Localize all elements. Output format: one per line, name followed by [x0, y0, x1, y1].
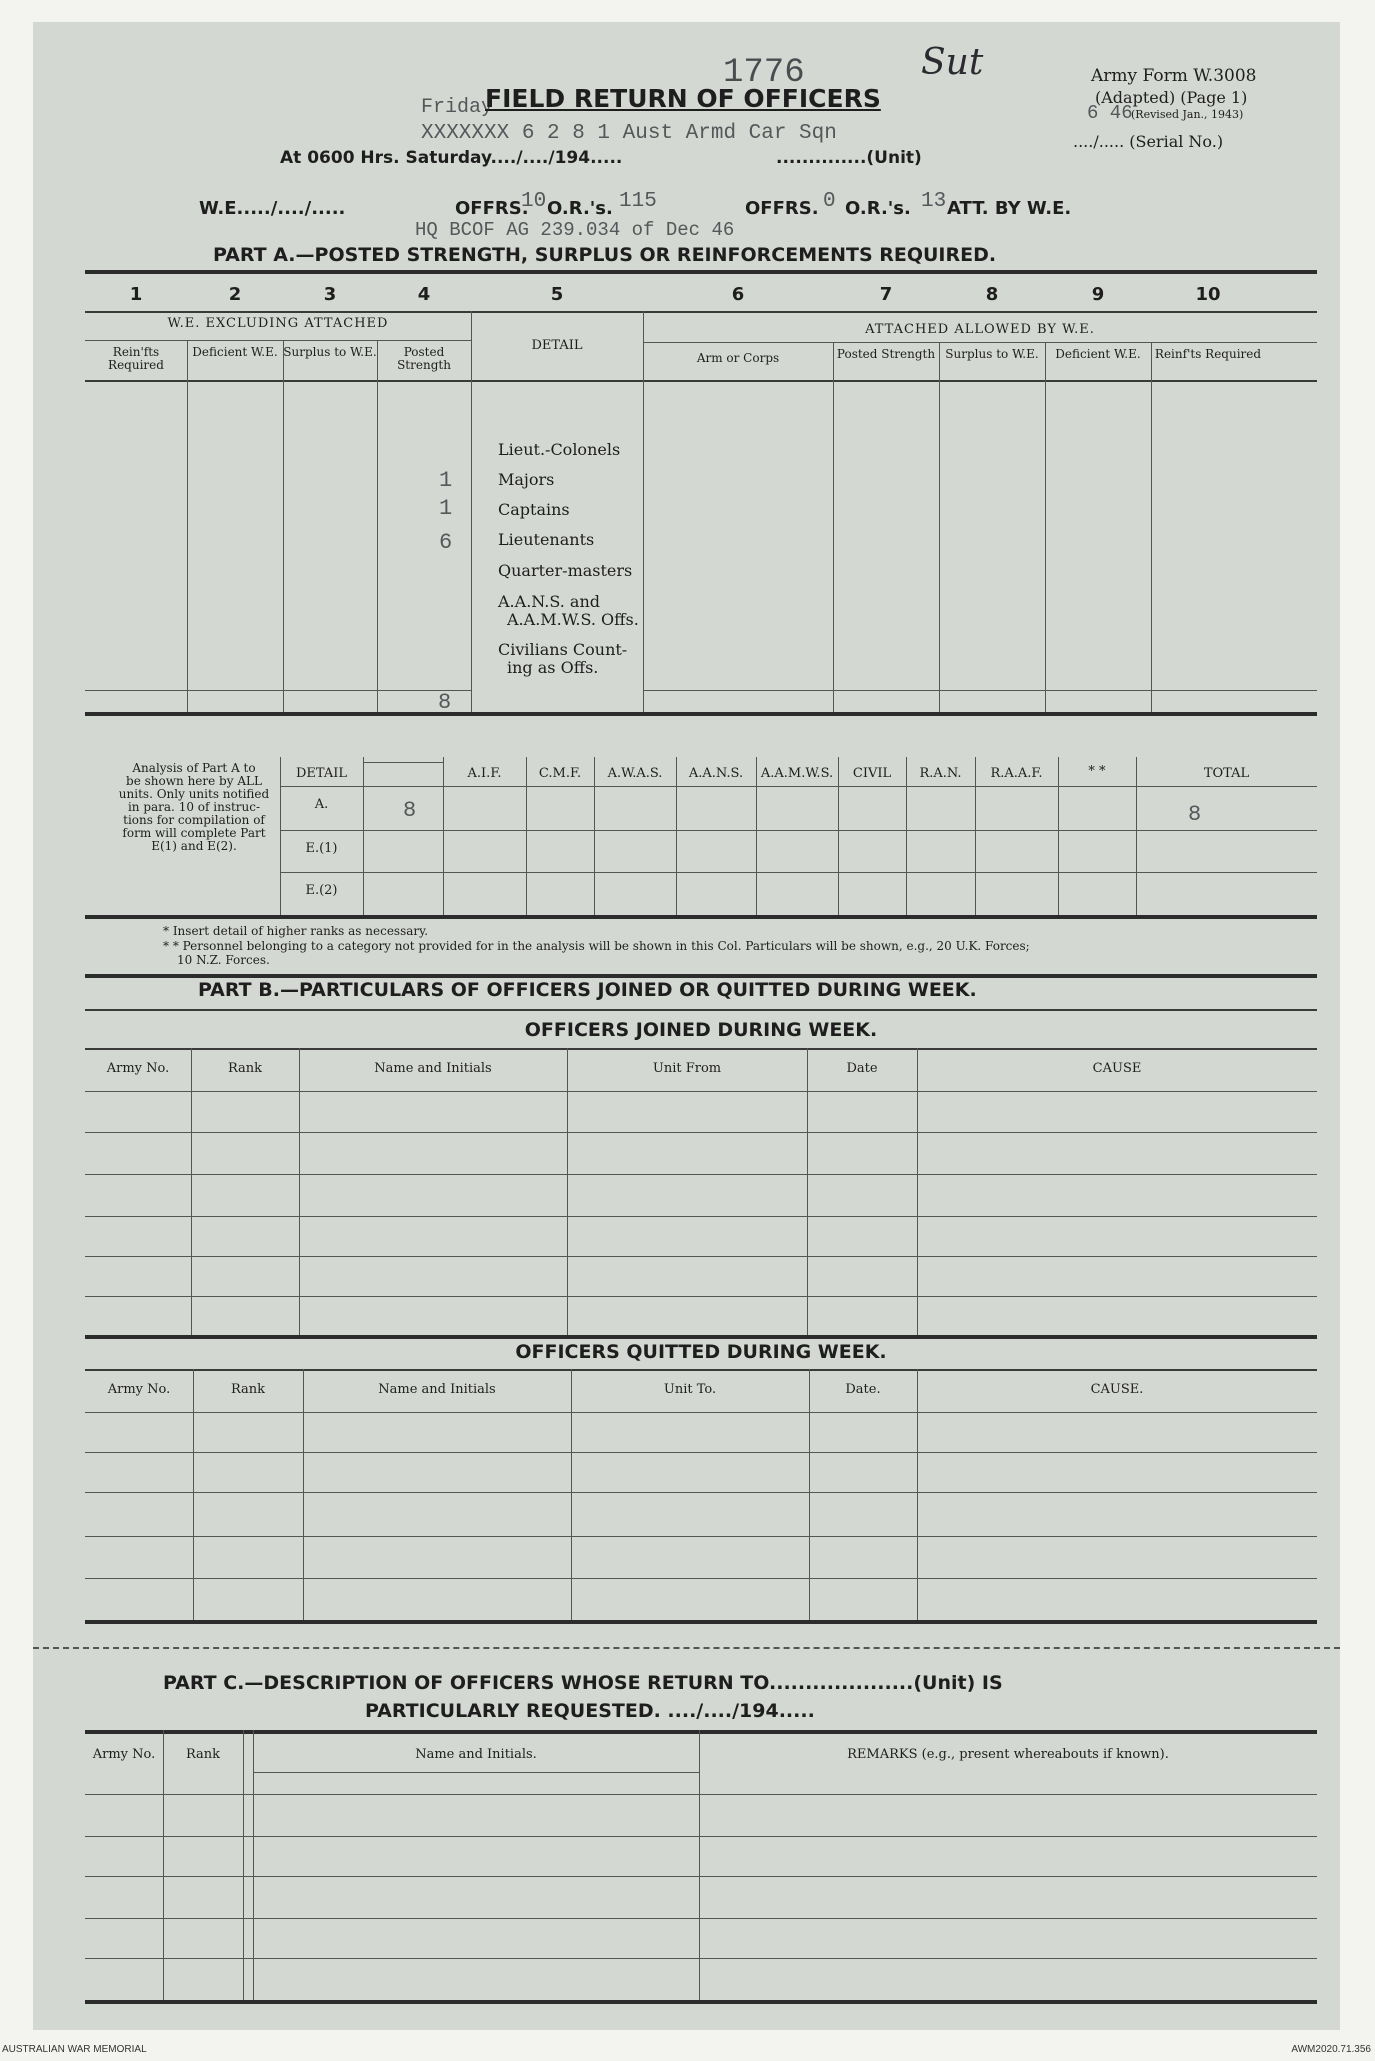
ors-value-2: 13 — [921, 190, 947, 213]
handwritten-serial: 1776 — [723, 54, 805, 92]
col-divider — [809, 1369, 810, 1622]
quitted-col: Unit To. — [663, 1382, 717, 1397]
rule — [85, 1492, 1317, 1493]
analysis-col: R.A.N. — [919, 766, 962, 781]
rule — [280, 872, 1317, 873]
rule — [85, 2000, 1317, 2004]
rank-quarter-masters: Quarter-masters — [498, 561, 633, 580]
part-c-title-1: PART C.—DESCRIPTION OF OFFICERS WHOSE RETURN TO....................(Unit) IS — [163, 1672, 1003, 1694]
analysis-col: TOTAL — [1203, 766, 1250, 781]
rule — [85, 1174, 1317, 1175]
col-header: Arm or Corps — [696, 351, 780, 365]
typed-reference: HQ BCOF AG 239.034 of Dec 46 — [415, 219, 735, 241]
col-header: Surplus to W.E. — [283, 345, 377, 359]
rule — [85, 1048, 1317, 1050]
analysis-col: A.A.N.S. — [688, 766, 744, 781]
analysis-col: CIVIL — [852, 766, 892, 781]
quitted-title: OFFICERS QUITTED DURING WEEK. — [515, 1341, 887, 1363]
analysis-note — [85, 762, 303, 853]
rank-lieutenants: Lieutenants — [498, 530, 595, 549]
lieutenants-value: 6 — [439, 530, 453, 555]
majors-value: 1 — [439, 468, 453, 493]
analysis-col: A.I.F. — [467, 766, 502, 781]
we-line: W.E...../..../..... — [199, 198, 346, 219]
col-header: Posted Strength — [836, 347, 936, 361]
col-divider — [917, 1369, 918, 1622]
form-number: Army Form W.3008 — [1091, 66, 1257, 86]
rule — [643, 342, 1317, 343]
analysis-col: R.A.A.F. — [990, 766, 1043, 781]
analysis-col: * * — [1088, 764, 1106, 779]
offrs-value-1: 10 — [521, 190, 547, 213]
posted-strength-total: 8 — [438, 690, 452, 715]
footnote-1: * Insert detail of higher ranks as necessary. — [163, 924, 429, 938]
rank-aamws: A.A.M.W.S. Offs. — [507, 610, 639, 629]
partc-col: REMARKS (e.g., present whereabouts if known). — [847, 1747, 1169, 1762]
rule — [85, 974, 1317, 978]
col-header: Rein'fts Required — [108, 345, 164, 372]
rule — [85, 1009, 1317, 1011]
col-divider — [187, 340, 188, 712]
col-divider — [243, 1730, 244, 2002]
col-divider — [676, 757, 677, 915]
col-divider — [443, 757, 444, 915]
col-number: 9 — [1091, 284, 1105, 305]
col-number: 8 — [985, 284, 999, 305]
analysis-row: A. — [314, 797, 329, 812]
partc-col: Rank — [185, 1747, 221, 1762]
typed-day: Friday — [421, 96, 494, 119]
rule — [85, 1958, 1317, 1959]
col-number: 4 — [417, 284, 431, 305]
rule — [253, 1772, 699, 1773]
analysis-note-line: be shown here by ALL — [126, 774, 262, 788]
rank-captains: Captains — [498, 500, 570, 519]
rule — [643, 690, 1317, 691]
offrs-label-2: OFFRS. — [745, 198, 819, 219]
rule — [85, 1876, 1317, 1877]
rule — [85, 1335, 1317, 1339]
partc-col: Army No. — [92, 1747, 156, 1762]
analysis-row: E.(1) — [305, 841, 338, 856]
quitted-col: Army No. — [107, 1382, 171, 1397]
col-header: Reinf'ts Required — [1154, 347, 1262, 361]
joined-col: Army No. — [106, 1061, 170, 1076]
col-divider — [377, 340, 378, 712]
offrs-label-1: OFFRS. — [455, 198, 529, 219]
col-divider — [643, 311, 644, 712]
joined-col: Unit From — [652, 1061, 722, 1076]
rule — [85, 1578, 1317, 1579]
rank-civilians-cont: ing as Offs. — [507, 658, 599, 677]
cut-line — [33, 1647, 1340, 1649]
col-number: 3 — [323, 284, 337, 305]
rule — [85, 690, 471, 691]
rule — [85, 1918, 1317, 1919]
footer-right: AWM2020.71.356 — [1291, 2044, 1371, 2055]
analysis-note-line: form will complete Part — [122, 826, 266, 840]
quitted-col: Name and Initials — [378, 1382, 496, 1397]
rule — [85, 1132, 1317, 1133]
detail-header: DETAIL — [531, 338, 583, 353]
col-divider — [594, 757, 595, 915]
col-number: 1 — [129, 284, 143, 305]
footer-left: AUSTRALIAN WAR MEMORIAL — [2, 2044, 147, 2055]
rule — [85, 380, 1317, 382]
rule — [85, 1794, 1317, 1795]
col-divider — [471, 311, 472, 712]
rank-civilians: Civilians Count- — [498, 640, 628, 659]
ors-value-1: 115 — [619, 190, 657, 213]
col-divider — [571, 1369, 572, 1622]
analysis-note-line: in para. 10 of instruc- — [127, 800, 261, 814]
rule — [85, 1412, 1317, 1413]
col-header: Posted Strength — [397, 345, 451, 372]
joined-col: Name and Initials — [374, 1061, 492, 1076]
analysis-col: A.A.M.W.S. — [760, 766, 834, 781]
rule — [85, 1216, 1317, 1217]
analysis-note-line: Analysis of Part A to — [132, 761, 256, 775]
col-divider — [699, 1730, 700, 2002]
footnote-2: * * Personnel belonging to a category not provided for in the analysis will be shown in this Col. Particulars will be shown, e.g., 20 U.K. Forces; — [163, 939, 1030, 953]
analysis-col: A.W.A.S. — [607, 766, 663, 781]
col-number: 5 — [550, 284, 564, 305]
rule — [85, 311, 1317, 313]
col-divider — [906, 757, 907, 915]
col-divider — [283, 340, 284, 712]
rule — [85, 1369, 1317, 1371]
rank-lieut-colonels: Lieut.-Colonels — [498, 440, 621, 459]
quitted-col: Rank — [230, 1382, 266, 1397]
col-divider — [1136, 757, 1137, 915]
analysis-note-line: tions for compilation of — [123, 813, 265, 827]
joined-col: Rank — [227, 1061, 263, 1076]
we-excluding-attached: W.E. EXCLUDING ATTACHED — [167, 316, 389, 331]
joined-title: OFFICERS JOINED DURING WEEK. — [524, 1019, 878, 1041]
part-b-title: PART B.—PARTICULARS OF OFFICERS JOINED OR QUITTED DURING WEEK. — [198, 979, 977, 1001]
ors-label-2: O.R.'s. — [845, 198, 911, 219]
analysis-aif-value: 8 — [403, 798, 417, 823]
col-divider — [939, 342, 940, 712]
col-header: Surplus to W.E. — [945, 347, 1039, 361]
rule — [280, 786, 1317, 787]
rule — [363, 762, 443, 763]
rank-aans: A.A.N.S. and — [498, 592, 600, 611]
col-divider — [838, 757, 839, 915]
col-divider — [1058, 757, 1059, 915]
rule — [85, 1091, 1317, 1092]
col-divider — [756, 757, 757, 915]
rule — [85, 1620, 1317, 1624]
handwritten-initial: Sut — [921, 42, 984, 83]
form-title: FIELD RETURN OF OFFICERS — [485, 84, 881, 113]
quitted-col: CAUSE. — [1090, 1382, 1144, 1397]
rule — [85, 1836, 1317, 1837]
part-c-title-2: PARTICULARLY REQUESTED. ..../..../194..... — [365, 1700, 815, 1722]
att-by-we: ATT. BY W.E. — [947, 198, 1072, 219]
col-divider — [975, 757, 976, 915]
col-divider — [363, 757, 364, 915]
serial-no-label: ..../..... (Serial No.) — [1073, 132, 1224, 151]
col-header: Deficient W.E. — [1055, 347, 1141, 361]
col-divider — [163, 1730, 164, 2002]
rule — [280, 830, 1317, 831]
rule — [85, 1296, 1317, 1297]
rule — [85, 1730, 1317, 1734]
col-number: 6 — [731, 284, 745, 305]
rule — [85, 915, 1317, 919]
col-divider — [833, 342, 834, 712]
col-number: 7 — [879, 284, 893, 305]
footnote-3: 10 N.Z. Forces. — [177, 953, 270, 967]
rank-majors: Majors — [498, 470, 555, 489]
col-divider — [1151, 342, 1152, 712]
ors-label-1: O.R.'s. — [547, 198, 613, 219]
form-revised: (Revised Jan., 1943) — [1131, 108, 1244, 121]
rule — [85, 340, 471, 341]
part-a-title: PART A.—POSTED STRENGTH, SURPLUS OR REINFORCEMENTS REQUIRED. — [213, 244, 997, 266]
col-divider — [303, 1369, 304, 1622]
attached-allowed: ATTACHED ALLOWED BY W.E. — [865, 322, 1095, 337]
col-number: 10 — [1195, 284, 1221, 305]
analysis-total-value: 8 — [1188, 802, 1202, 827]
typed-serial: 6 46 — [1087, 102, 1133, 124]
partc-col: Name and Initials. — [415, 1747, 537, 1762]
form-sheet — [33, 22, 1340, 2030]
form-adapted: (Adapted) (Page 1) — [1095, 88, 1248, 107]
rule — [85, 712, 1317, 716]
at-hours-line: At 0600 Hrs. Saturday..../..../194..... — [280, 148, 623, 168]
rule — [85, 1256, 1317, 1257]
col-divider — [253, 1730, 254, 2002]
analysis-note-line: units. Only units notified — [118, 787, 270, 801]
analysis-detail-header: DETAIL — [295, 766, 348, 781]
rule — [85, 270, 1317, 274]
col-number: 2 — [228, 284, 242, 305]
offrs-value-2: 0 — [823, 190, 836, 213]
footer-bar — [0, 2040, 1375, 2061]
analysis-col: C.M.F. — [538, 766, 582, 781]
joined-col: Date — [846, 1061, 878, 1076]
analysis-row: E.(2) — [305, 883, 338, 898]
col-divider — [1045, 342, 1046, 712]
quitted-col: Date. — [845, 1382, 881, 1397]
joined-col: CAUSE — [1092, 1061, 1142, 1076]
captains-value: 1 — [439, 496, 453, 521]
analysis-note-line: E(1) and E(2). — [151, 839, 237, 853]
col-header: Deficient W.E. — [192, 345, 278, 359]
col-divider — [193, 1369, 194, 1622]
unit-line: ..............(Unit) — [776, 148, 922, 168]
typed-date-unit: XXXXXXX 6 2 8 1 Aust Armd Car Sqn — [421, 122, 837, 145]
col-divider — [526, 757, 527, 915]
rule — [85, 1536, 1317, 1537]
rule — [85, 1452, 1317, 1453]
